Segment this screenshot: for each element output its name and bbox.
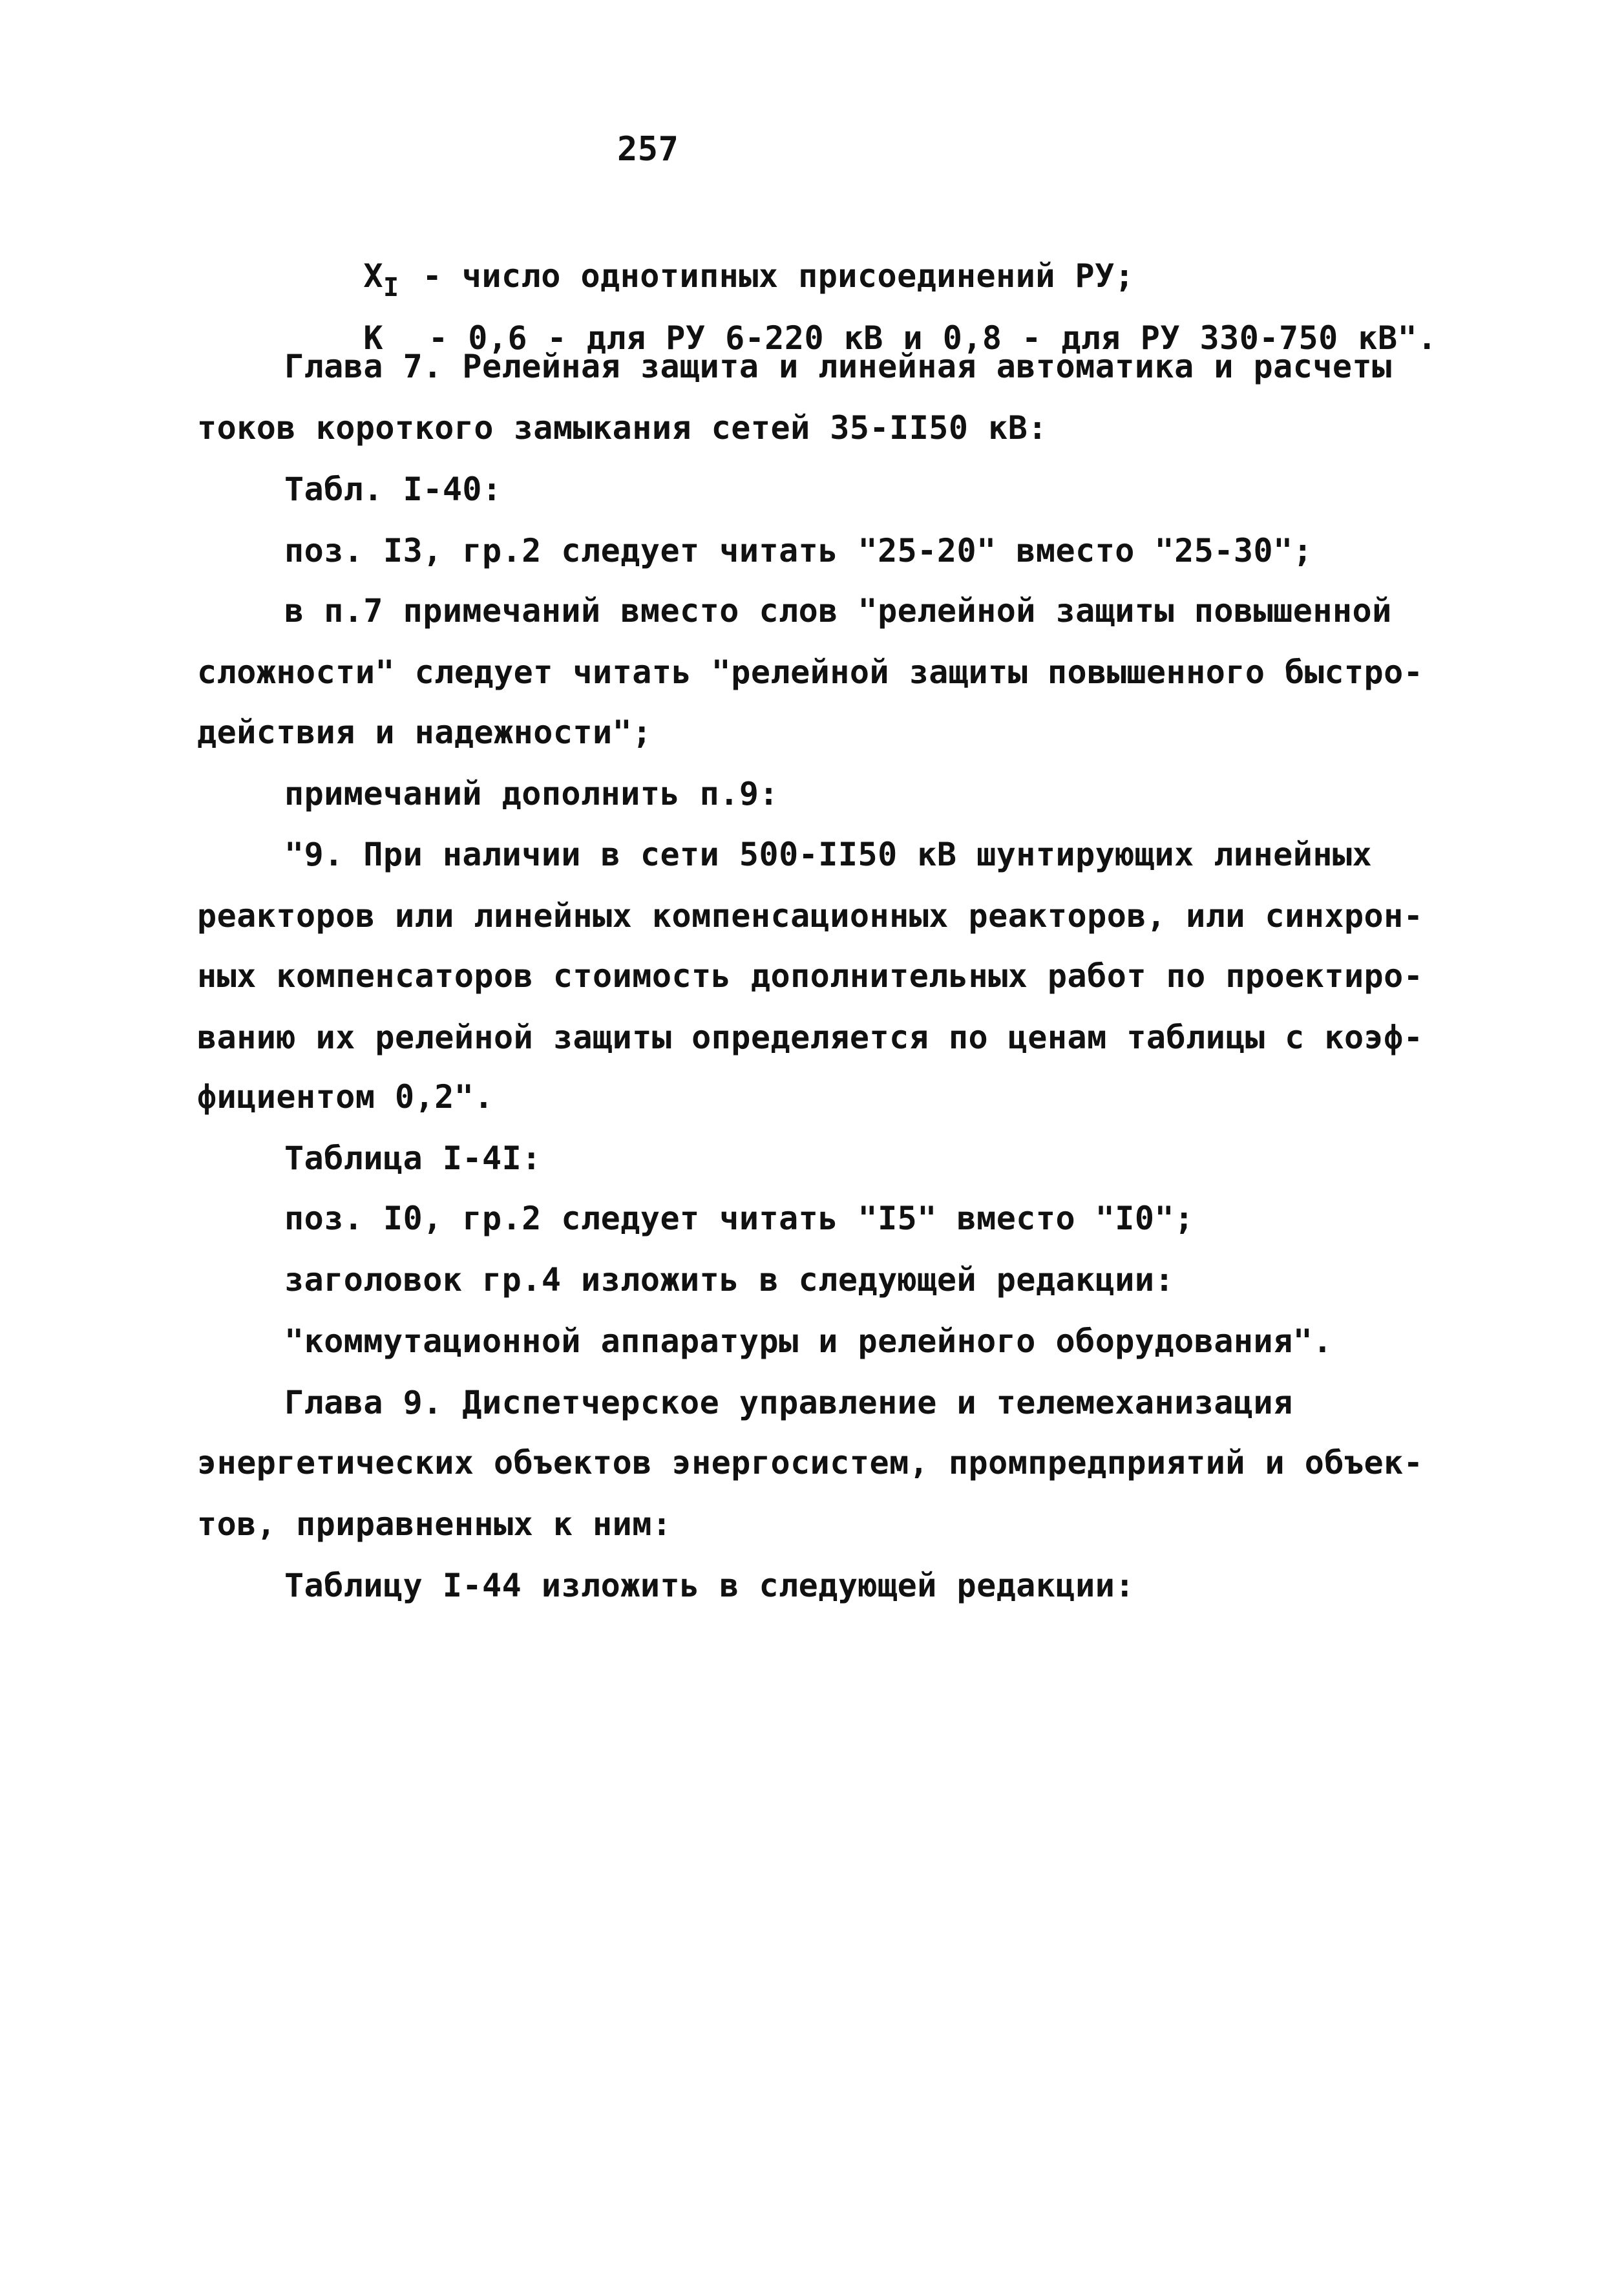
paragraph-line: энергетических объектов энергосистем, промпредприятий и объек-	[197, 1444, 1424, 1481]
paragraph-line: заголовок гр.4 изложить в следующей редакции:	[284, 1261, 1175, 1299]
paragraph-line: ванию их релейной защиты определяется по ценам таблицы с коэф-	[197, 1019, 1424, 1056]
definition-dash: -	[428, 319, 448, 357]
definition-dash: -	[422, 257, 443, 295]
paragraph-line: "9. При наличии в сети 500-II50 кВ шунтирующих линейных	[284, 836, 1373, 873]
paragraph-line: в п.7 примечаний вместо слов "релейной защиты повышенной	[284, 592, 1392, 630]
paragraph-line: Таблицу I-44 изложить в следующей редакции:	[284, 1567, 1135, 1604]
paragraph-line: поз. I0, гр.2 следует читать "I5" вместо "I0";	[284, 1200, 1194, 1237]
definition-text: число однотипных присоединений РУ;	[461, 257, 1135, 295]
paragraph-line: фициентом 0,2".	[197, 1078, 494, 1116]
paragraph-line: примечаний дополнить п.9:	[284, 775, 779, 812]
chapter-7-heading: Глава 7. Релейная защита и линейная автоматика и расчеты	[284, 348, 1392, 385]
definition-symbol: X	[363, 257, 384, 295]
paragraph-line: сложности" следует читать "релейной защиты повышенного быстро-	[197, 653, 1424, 691]
table-reference: Табл. I-40:	[284, 471, 502, 508]
paragraph-line: "коммутационной аппаратуры и релейного оборудования".	[284, 1322, 1333, 1360]
paragraph-line: действия и надежности";	[197, 714, 652, 751]
definition-subscript: I	[383, 273, 399, 302]
page-number: 257	[617, 130, 679, 169]
definition-text: 0,6 - для РУ 6-220 кВ и 0,8 - для РУ 330-750 кВ".	[468, 319, 1437, 357]
paragraph-line: ных компенсаторов стоимость дополнительных работ по проектиро-	[197, 957, 1424, 995]
paragraph-line: поз. I3, гр.2 следует читать "25-20" вместо "25-30";	[284, 532, 1313, 569]
paragraph-line: тов, приравненных к ним:	[197, 1505, 672, 1543]
paragraph-line: реакторов или линейных компенсационных реакторов, или синхрон-	[197, 897, 1424, 935]
table-reference: Таблица I-4I:	[284, 1140, 542, 1177]
paragraph-line: токов короткого замыкания сетей 35-II50 кВ:	[197, 409, 1048, 447]
definition-symbol: К	[363, 319, 384, 357]
chapter-9-heading: Глава 9. Диспетчерское управление и телемеханизация	[284, 1384, 1293, 1421]
